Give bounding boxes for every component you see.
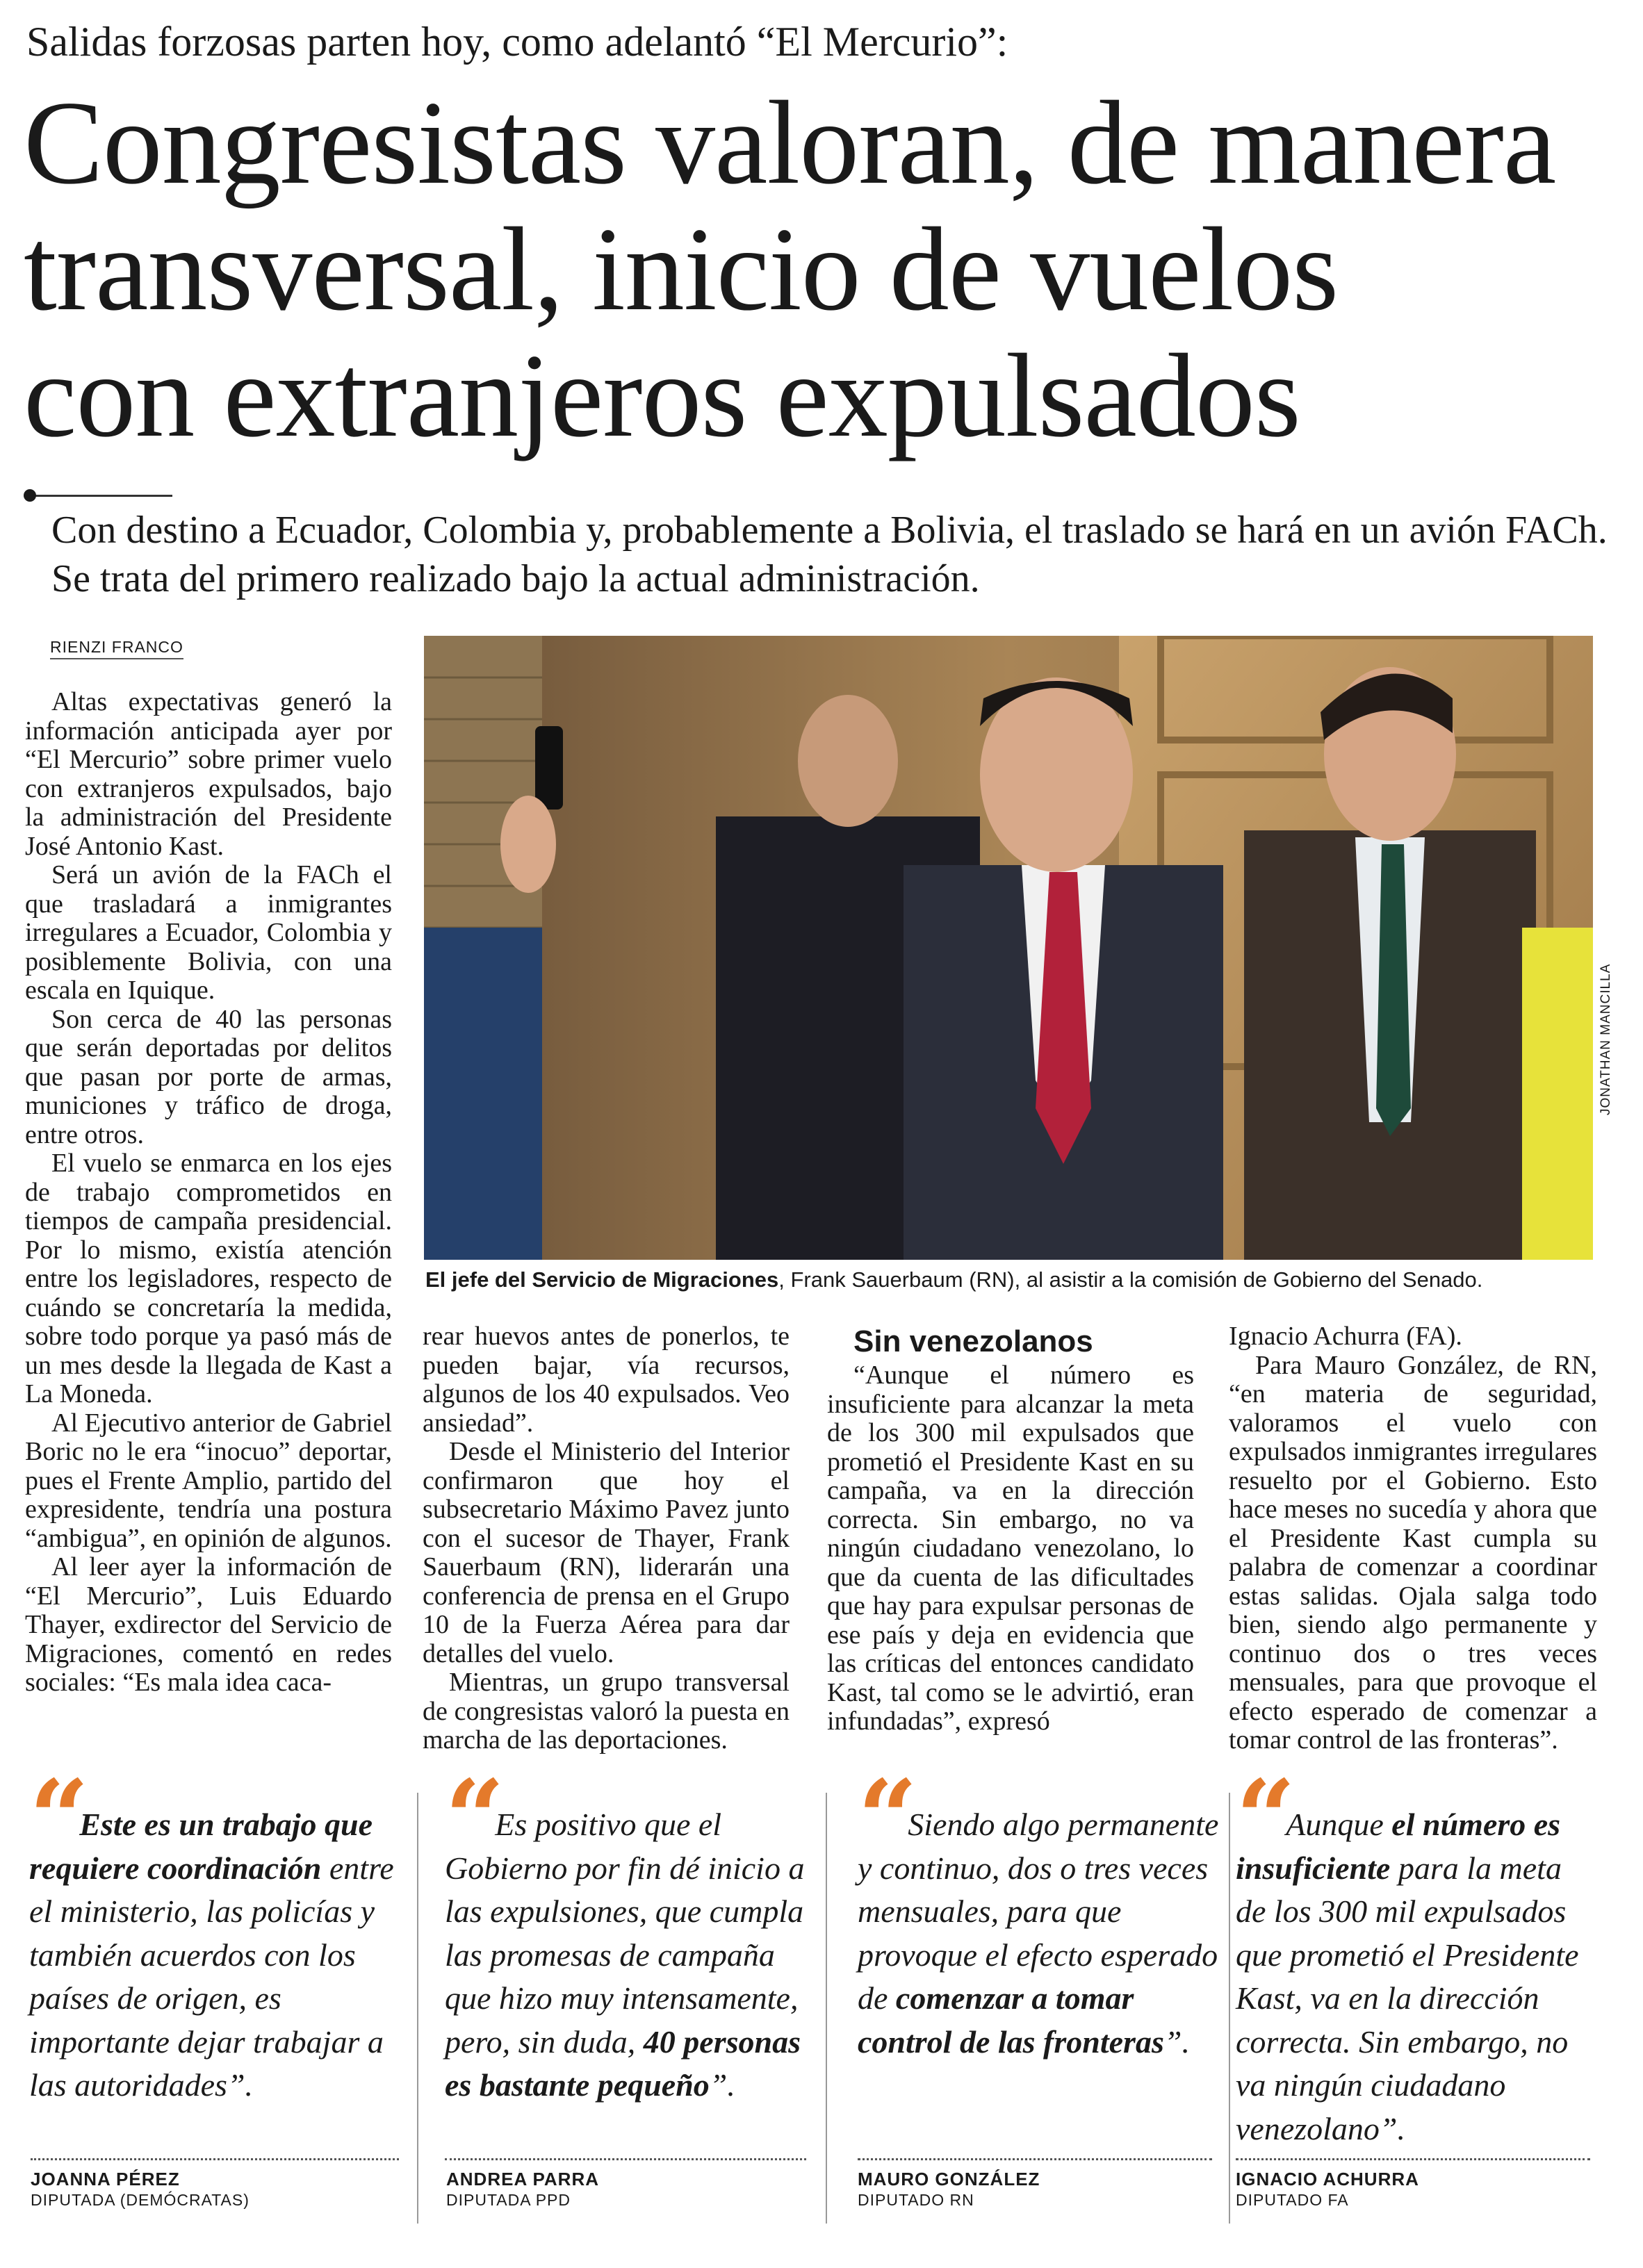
quote-text: Aunque [1286, 1807, 1392, 1842]
quote-text: para la meta de los 300 mil expulsados que prometió el Presidente Kast, va en la dirección correcta. Sin embargo, no va ningún ciudadano venezolano”. [1236, 1850, 1579, 2146]
body-column-4 [1229, 1322, 1597, 1755]
quote-rule [858, 2158, 1212, 2160]
quote-attribution-1 [31, 2168, 250, 2210]
quote-divider [417, 1793, 418, 2224]
quote-attribution-2 [446, 2168, 599, 2210]
headline-line-1: Congresistas valoran, de manera [24, 77, 1556, 209]
body-column-1 [25, 688, 392, 1698]
quote-text: Siendo algo permanente y continuo, dos o tres veces mensuales, para que provoque el efecto esperado de [858, 1807, 1219, 2016]
paragraph: Ignacio Achurra (FA). [1229, 1322, 1462, 1351]
paragraph: Al leer ayer la información de “El Mercurio”, Luis Eduardo Thayer, exdirector del Servicio de Migraciones, comentó en redes sociales: “Es mala idea caca- [25, 1552, 392, 1697]
paragraph: rear huevos antes de ponerlos, te pueden bajar, vía recursos, algunos de los 40 expulsados. Veo ansiedad”. [423, 1322, 790, 1438]
quote-close: ”. [1163, 2023, 1190, 2060]
photo-illustration [424, 636, 1593, 1260]
quote-mark-icon: “ [858, 1757, 900, 1880]
quote-author-role: DIPUTADA (DEMÓCRATAS) [31, 2191, 250, 2209]
headline-line-3: con extranjeros expulsados [24, 330, 1300, 462]
quote-emphasis: 40 personas es bastante pequeño [445, 2023, 801, 2103]
headline [24, 77, 1622, 462]
quote-author: IGNACIO ACHURRA [1236, 2169, 1419, 2189]
pull-quote-2 [445, 1757, 820, 2107]
photo-credit: JONATHAN MANCILLA [1599, 963, 1613, 1115]
deck: Con destino a Ecuador, Colombia y, probablemente a Bolivia, el traslado se hará en un avión FACh. Se trata del primero realizado bajo la actual administración. [51, 509, 1608, 600]
quote-rule [445, 2158, 806, 2160]
pull-quote-3 [858, 1757, 1219, 2064]
quote-text: entre el ministerio, las policías y también acuerdos con los países de origen, es importante dejar trabajar a las autoridades [29, 1850, 394, 2103]
paragraph: “Aunque el número es insuficiente para alcanzar la meta de los 300 mil expulsados que prometió el Presidente Kast en su campaña, va en la dirección correcta. Sin embargo, no va ningún ciudadano venezolano, lo que da cuenta de las dificultades que hay para expulsar personas de ese país y deja en evidencia que las críticas del entonces candidato Kast, tal como se le advirtió, eran infundadas”, expresó [827, 1361, 1194, 1736]
quote-rule [1236, 2158, 1590, 2160]
quote-author-role: DIPUTADA PPD [446, 2191, 571, 2209]
pull-quote-4 [1236, 1757, 1597, 2151]
quote-emphasis: comenzar a tomar control de las fronteras [858, 1980, 1164, 2060]
paragraph: Al Ejecutivo anterior de Gabriel Boric no le era “inocuo” deportar, pues el Frente Amplio, partido del expresidente, tendría una postura “ambigua”, en opinión de algunos. [25, 1408, 392, 1553]
byline: RIENZI FRANCO [50, 638, 183, 659]
pull-quote-1 [29, 1757, 404, 2107]
quote-author: JOANNA PÉREZ [31, 2169, 180, 2189]
quote-mark-icon: “ [445, 1757, 487, 1880]
paragraph: Mientras, un grupo transversal de congresistas valoró la puesta en marcha de las deportaciones. [423, 1668, 790, 1755]
photo-caption [425, 1266, 1600, 1294]
quote-divider [826, 1793, 827, 2224]
news-photo [424, 636, 1593, 1260]
quote-rule [31, 2158, 399, 2160]
body-column-2 [423, 1322, 790, 1755]
paragraph: El vuelo se enmarca en los ejes de trabajo comprometidos en tiempos de campaña presidencial. Por lo mismo, existía atención entre los legisladores, respecto de cuándo se concretaría la medida, sobre todo porque ya pasó más de un mes desde la llegada de Kast a La Moneda. [25, 1149, 392, 1408]
quote-author-role: DIPUTADO RN [858, 2191, 974, 2209]
quote-text: Es positivo que el Gobierno por fin dé inicio a las expulsiones, que cumpla las promesas de campaña que hizo muy intensamente, pero, sin duda, [445, 1807, 805, 2060]
quote-mark-icon: “ [29, 1757, 72, 1880]
kicker: Salidas forzosas parten hoy, como adelantó “El Mercurio”: [26, 19, 1008, 65]
quote-attribution-4 [1236, 2168, 1419, 2210]
paragraph: Para Mauro González, de RN, “en materia de seguridad, valoramos el vuelo con expulsados inmigrantes irregulares resuelto por el Gobierno. Esto hace meses no sucedía y ahora que el Presidente Kast cumpla su palabra de comenzar a coordinar estas salidas. Ojala salga todo bien, siendo algo permanente y continuo dos o tres veces mensuales, para que provoque el efecto esperado de comenzar a tomar control de las fronteras”. [1229, 1350, 1597, 1755]
quote-close: ”. [227, 2067, 254, 2103]
quote-close: ”. [709, 2067, 735, 2103]
quote-divider [1229, 1793, 1230, 2224]
quote-mark-icon: “ [1236, 1757, 1278, 1880]
quote-attribution-3 [858, 2168, 1040, 2210]
quote-author: MAURO GONZÁLEZ [858, 2169, 1040, 2189]
paragraph: Altas expectativas generó la información anticipada ayer por “El Mercurio” sobre primer vuelo con extranjeros expulsados, bajo la administración del Presidente José Antonio Kast. [25, 687, 392, 861]
quote-author: ANDREA PARRA [446, 2169, 599, 2189]
deck-bullet [24, 489, 36, 502]
caption-text: , Frank Sauerbaum (RN), al asistir a la comisión de Gobierno del Senado. [778, 1267, 1483, 1292]
paragraph: Desde el Ministerio del Interior confirmaron que hoy el subsecretario Máximo Pavez junto con el sucesor de Thayer, Frank Sauerbaum (RN), liderarán una conferencia de prensa en el Grupo 10 de la Fuerza Aérea para dar detalles del vuelo. [423, 1437, 790, 1668]
quote-emphasis: el número es insuficiente [1236, 1807, 1561, 1886]
subhead: Sin venezolanos [853, 1324, 1093, 1358]
deck-rule [28, 495, 172, 497]
body-column-3 [827, 1322, 1194, 1736]
paragraph: Son cerca de 40 las personas que serán deportadas por delitos que pasan por porte de armas, municiones y tráfico de droga, entre otros. [25, 1004, 392, 1149]
quote-author-role: DIPUTADO FA [1236, 2191, 1349, 2209]
headline-line-2: transversal, inicio de vuelos [24, 204, 1339, 336]
paragraph: Será un avión de la FACh el que trasladará a inmigrantes irregulares a Ecuador, Colombia y posiblemente Bolivia, con una escala en Iquique. [25, 860, 392, 1005]
quote-emphasis: Este es un trabajo que requiere coordinación [29, 1807, 373, 1886]
caption-lead: El jefe del Servicio de Migraciones [425, 1267, 779, 1292]
